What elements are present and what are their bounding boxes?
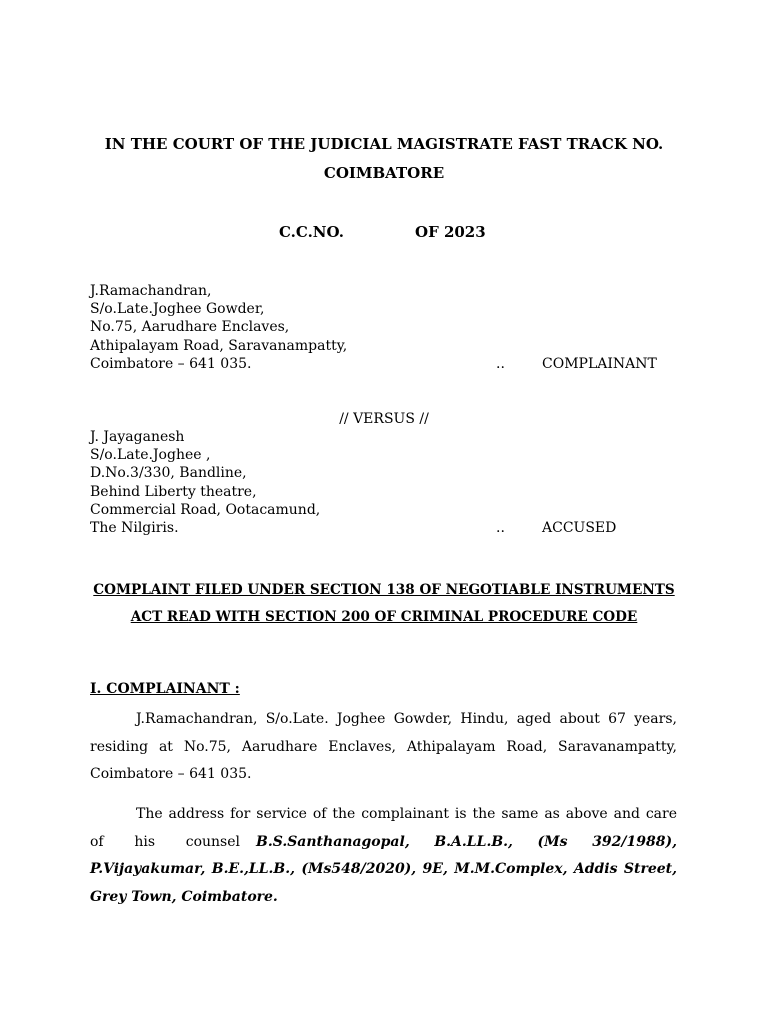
paragraph-1-line1: J.Ramachandran, S/o.Late. Joghee Gowder, Hindu, aged about 67 years, [136,711,677,727]
section-heading: I. COMPLAINANT : [90,681,240,697]
case-number-label: C.C.NO. [279,223,344,241]
address-line: S/o.Late.Joghee Gowder, [90,301,265,318]
address-line: D.No.3/330, Bandline, [90,465,247,482]
address-line: J. Jayaganesh [90,429,185,445]
subject-line2: ACT READ WITH SECTION 200 OF CRIMINAL PROCEDURE CODE [130,609,638,625]
versus-label: // VERSUS // [339,411,429,427]
accused-role: ACCUSED [542,520,617,536]
address-line: Behind Liberty theatre, [90,483,257,500]
case-year-label: OF 2023 [415,223,486,241]
word: counsel [185,834,240,850]
complainant-address [90,282,347,373]
address-line: No.75, Aarudhare Enclaves, [90,319,290,336]
court-title-line1: IN THE COURT OF THE JUDICIAL MAGISTRATE FAST TRACK NO. [104,135,664,153]
paragraph-2-line2-plain [90,834,240,850]
word: his [134,834,156,850]
address-line: The Nilgiris. [90,520,179,537]
counsel-address-end: Grey Town, Coimbatore. [90,889,278,905]
address-line: S/o.Late.Joghee , [90,447,211,464]
address-line: Commercial Road, Ootacamund, [90,501,321,518]
counsel-name-2: P.Vijayakumar, B.E.,LL.B., (Ms548/2020), 9E, M.M.Complex, Addis Street, [90,861,677,877]
complainant-dots: .. [496,356,505,372]
subject-line1: COMPLAINT FILED UNDER SECTION 138 OF NEGOTIABLE INSTRUMENTS [93,582,675,598]
address-line: Athipalayam Road, Saravanampatty, [90,337,348,354]
address-line: J.Ramachandran, [90,283,212,299]
counsel-name-1: B.S.Santhanagopal, B.A.LL.B., (Ms 392/1988), [256,834,677,850]
address-line: Coimbatore – 641 035. [90,355,252,372]
word: of [90,834,104,850]
paragraph-1-line2: residing at No.75, Aarudhare Enclaves, Athipalayam Road, Saravanampatty, [90,739,677,755]
paragraph-2-line1: The address for service of the complainant is the same as above and care [136,806,677,822]
paragraph-1-line3: Coimbatore – 641 035. [90,766,252,782]
complainant-role: COMPLAINANT [542,356,657,372]
court-title-line2: COIMBATORE [323,164,445,182]
accused-dots: .. [496,520,505,536]
accused-address [90,428,320,537]
